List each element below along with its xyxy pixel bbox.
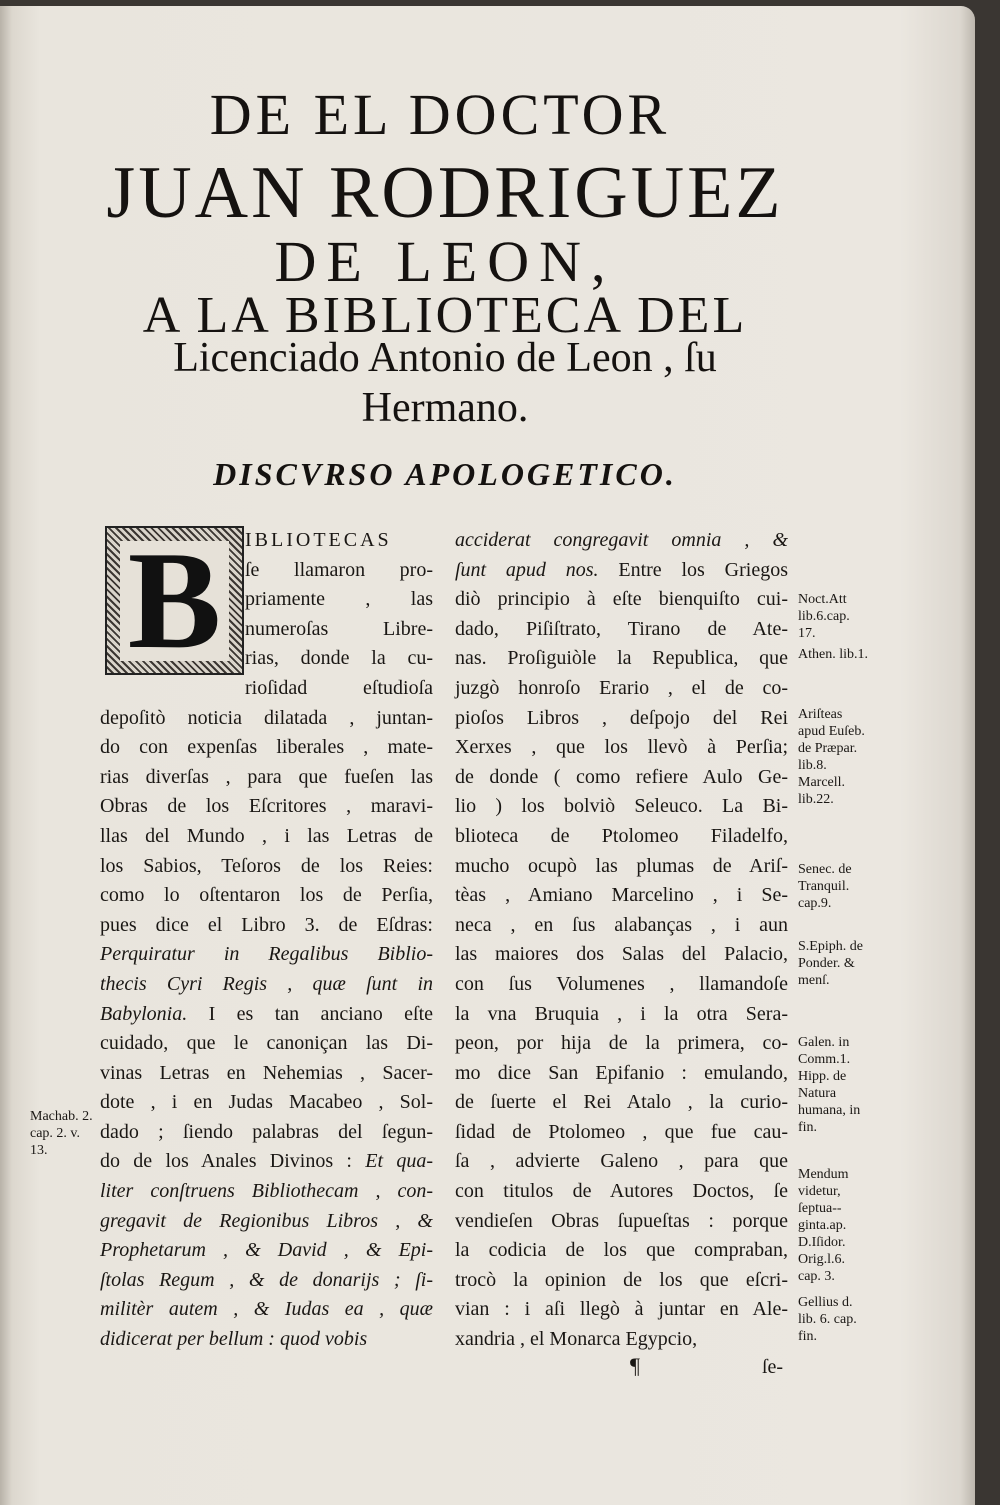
text-line <box>455 615 788 645</box>
section-heading: DISCVRSO APOLOGETICO. <box>213 456 677 492</box>
title-line-6: Hermano. <box>361 385 529 431</box>
margin-note: Noct.Att lib.6.cap. 17. <box>798 592 850 641</box>
text-line <box>455 704 788 734</box>
margin-note-left: Machab. 2. cap. 2. v. 13. <box>30 1109 93 1158</box>
roman-text: dote , i en Judas Macabeo , Sol- <box>100 1091 433 1114</box>
text-line <box>455 1295 788 1325</box>
book-page <box>0 6 975 1505</box>
roman-text: Obras de los Eſcritores , maravi- <box>100 795 433 818</box>
margin-note: Gellius d. lib. 6. cap. fin. <box>798 1295 857 1344</box>
margin-note: Senec. de Tranquil. cap.9. <box>798 862 852 911</box>
roman-text: depoſitò noticia dilatada , juntan- <box>100 706 433 729</box>
roman-text: cuidado, que le canoniçan las Di- <box>100 1032 433 1055</box>
roman-text: diò principio à eſte bienquiſto cui- <box>455 588 788 611</box>
text-line <box>455 1266 788 1296</box>
roman-text: con ſus Volumenes , llamandoſe <box>455 972 788 995</box>
roman-text: lio ) los bolviò Seleuco. La Bi- <box>455 795 788 818</box>
text-line <box>455 881 788 911</box>
text-line <box>100 1059 433 1089</box>
signature-mark: ¶ <box>630 1353 640 1378</box>
italic-text: ſunt apud nos. <box>455 558 599 581</box>
text-line <box>100 704 433 734</box>
text-line <box>245 585 433 615</box>
roman-text: vinas Letras en Nehemias , Sacer- <box>100 1061 433 1084</box>
margin-note: Ariſteas apud Euſeb. de Præpar. lib.8. Marcell. lib.22. <box>798 707 865 807</box>
text-line <box>100 1118 433 1148</box>
title-line-1: DE EL DOCTOR <box>209 82 671 147</box>
roman-text: la codicia de los que compraban, <box>455 1239 788 1262</box>
italic-text: militèr autem , & Iudas ea , quæ <box>100 1298 433 1321</box>
roman-text: xandria , el Monarca Egypcio, <box>455 1328 698 1351</box>
catchword: ſe- <box>762 1356 784 1378</box>
text-line <box>100 911 433 941</box>
roman-text: do de los Anales Divinos : <box>100 1150 366 1173</box>
roman-text: ſidad de Ptolomeo , que fue cau- <box>455 1120 788 1143</box>
text-line <box>100 1266 433 1296</box>
roman-text: los Sabios, Teſoros de los Reies: <box>100 854 433 877</box>
text-line <box>455 1088 788 1118</box>
roman-text: dado ; ſiendo palabras del ſegun- <box>100 1120 433 1143</box>
text-line <box>100 1177 433 1207</box>
text-line <box>455 1236 788 1266</box>
roman-text: pioſos Libros , deſpojo del Rei <box>455 706 788 729</box>
italic-text: acciderat congregavit omnia , & <box>455 529 788 551</box>
roman-text: tèas , Amiano Marcelino , i Se- <box>455 884 788 907</box>
roman-text: ſe llamaron pro- <box>245 558 433 581</box>
roman-text: ſa , advierte Galeno , para que <box>455 1150 788 1173</box>
text-line <box>100 881 433 911</box>
left-column <box>100 526 433 1355</box>
roman-text: mo dice San Epifanio : emulando, <box>455 1061 788 1084</box>
title-line-5: Licenciado Antonio de Leon , ſu <box>173 335 717 381</box>
roman-text: rioſidad eſtudioſa <box>245 676 433 699</box>
roman-text: nas. Proſiguiòle la Republica, que <box>455 647 788 670</box>
text-line <box>455 674 788 704</box>
text-line <box>455 1325 788 1355</box>
italic-text: Prophetarum , & David , & Epi- <box>100 1239 433 1262</box>
roman-text: vian : i aſi llegò à juntar en Ale- <box>455 1298 788 1321</box>
text-line <box>245 674 433 704</box>
margin-note: Galen. in Comm.1. Hipp. de Natura humana, in fin. <box>798 1035 861 1135</box>
roman-text: IBLIOTECAS <box>245 529 392 551</box>
roman-text: vendieſen Obras ſupueſtas : porque <box>455 1209 788 1232</box>
text-line <box>245 644 433 674</box>
text-line <box>455 1118 788 1148</box>
text-line <box>455 1207 788 1237</box>
text-line <box>455 822 788 852</box>
italic-text: Et qua- <box>365 1150 434 1173</box>
text-line <box>455 911 788 941</box>
roman-text: como lo oſtentaron los de Perſia, <box>100 884 433 907</box>
roman-text: numeroſas Libre- <box>245 617 433 640</box>
text-line <box>455 852 788 882</box>
roman-text: la vna Bruquia , i la otra Sera- <box>455 1002 788 1025</box>
text-line <box>455 585 788 615</box>
text-line <box>100 822 433 852</box>
text-line <box>100 1207 433 1237</box>
text-line <box>100 1029 433 1059</box>
text-line <box>100 733 433 763</box>
roman-text: do con expenſas liberales , mate- <box>100 736 433 759</box>
roman-text: priamente , las <box>245 588 433 611</box>
roman-text: I es tan anciano eſte <box>187 1002 433 1025</box>
roman-text: de donde ( como refiere Aulo Ge- <box>455 765 788 788</box>
margin-note: Athen. lib.1. <box>798 647 868 662</box>
roman-text: dado, Piſiſtrato, Tirano de Ate- <box>455 617 788 640</box>
title-line-2: JUAN RODRIGUEZ <box>106 152 784 234</box>
text-line <box>100 1295 433 1325</box>
italic-text: thecis Cyri Regis , quæ ſunt in <box>100 972 433 995</box>
text-line <box>100 1000 433 1030</box>
margin-note: Mendum videtur, ſeptua-- ginta.ap. D.Iſidor. Orig.l.6. cap. 3. <box>798 1167 849 1284</box>
text-line <box>455 1059 788 1089</box>
title-line-3: DE LEON, <box>274 229 616 294</box>
text-line <box>100 852 433 882</box>
text-line <box>100 1236 433 1266</box>
text-line <box>100 970 433 1000</box>
italic-text: liter conſtruens Bibliothecam , con- <box>100 1180 433 1203</box>
text-line <box>455 940 788 970</box>
italic-text: ſtolas Regum , & de donarijs ; ſi- <box>100 1268 433 1291</box>
text-line <box>245 615 433 645</box>
text-line <box>455 644 788 674</box>
italic-text: gregavit de Regionibus Libros , & <box>100 1209 433 1232</box>
text-line <box>245 526 433 556</box>
title-line-4: A LA BIBLIOTECA DEL <box>142 287 748 344</box>
text-line <box>455 1029 788 1059</box>
roman-text: las maiores dos Salas del Palacio, <box>455 943 788 966</box>
text-line <box>100 1088 433 1118</box>
italic-text: didicerat per bellum : quod vobis <box>100 1328 368 1351</box>
roman-text: rias, donde la cu- <box>245 647 433 670</box>
roman-text: Xerxes , que los llevò à Perſia; <box>455 736 788 759</box>
roman-text: Entre los Griegos <box>598 558 788 581</box>
text-line <box>455 733 788 763</box>
text-line <box>455 1147 788 1177</box>
text-line <box>455 526 788 556</box>
text-line <box>455 970 788 1000</box>
text-line <box>455 556 788 586</box>
roman-text: llas del Mundo , i las Letras de <box>100 824 433 847</box>
roman-text: rias diverſas , para que fueſen las <box>100 765 433 788</box>
roman-text: blioteca de Ptolomeo Filadelfo, <box>455 824 788 847</box>
text-line <box>455 1000 788 1030</box>
right-column <box>455 526 788 1355</box>
text-line <box>455 763 788 793</box>
roman-text: con titulos de Autores Doctos, ſe <box>455 1180 788 1203</box>
text-line <box>100 763 433 793</box>
text-line <box>455 1177 788 1207</box>
roman-text: pues dice el Libro 3. de Eſdras: <box>100 913 433 936</box>
italic-text: Babylonia. <box>100 1002 188 1025</box>
roman-text: mucho ocupò las plumas de Ariſ- <box>455 854 788 877</box>
text-line <box>100 1147 433 1177</box>
margin-note: S.Epiph. de Ponder. & menſ. <box>798 939 863 988</box>
text-line <box>100 792 433 822</box>
text-line <box>455 792 788 822</box>
italic-text: Perquiratur in Regalibus Biblio- <box>100 943 433 966</box>
roman-text: juzgò honroſo Erario , el de co- <box>455 676 788 699</box>
text-line <box>100 940 433 970</box>
text-line <box>245 556 433 586</box>
roman-text: peon, por hija de la primera, co- <box>455 1032 788 1055</box>
initial-letter: B <box>120 541 229 661</box>
roman-text: de ſuerte el Rei Atalo , la curio- <box>455 1091 788 1114</box>
roman-text: neca , en ſus alabanças , i aun <box>455 913 788 936</box>
text-line <box>100 1325 433 1355</box>
roman-text: trocò la opinion de los que eſcri- <box>455 1268 788 1291</box>
